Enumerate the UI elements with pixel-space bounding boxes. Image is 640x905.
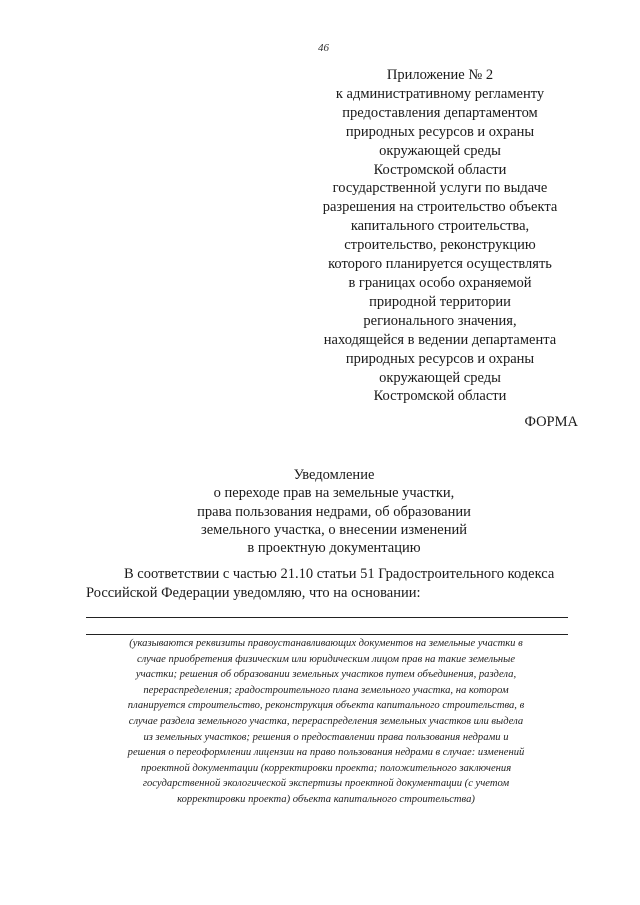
appendix-line: к административному регламенту [335, 85, 545, 102]
appendix-line: которого планируется осуществлять [328, 256, 552, 273]
notice-title-line: земельного участка, о внесении изменений [201, 521, 467, 538]
hint-line: корректировки проекта) объекта капитального строительства) [177, 793, 475, 805]
appendix-line: Костромской области [373, 388, 507, 405]
appendix-line: природных ресурсов и охраны [345, 123, 535, 140]
hint-line: проектной документации (корректировки проекта; положительного заключения [140, 762, 512, 774]
appendix-header [290, 66, 590, 406]
body-text-line-1: В соответствии с частью 21.10 статьи 51 Градостроительного кодекса [124, 566, 555, 582]
appendix-line: капитального строительства, [350, 218, 530, 235]
notice-title-line: Уведомление [293, 467, 375, 483]
hint-line: решения о переоформлении лицензии на право пользования недрами в случае: изменений [127, 747, 525, 759]
hint-line: участки; решения об образовании земельных участков путем объединения, раздела, [135, 669, 517, 681]
hint-line: случае раздела земельного участка, перераспределения земельных участков или выдела [128, 715, 524, 727]
notice-title-line: права пользования недрами, об образовании [197, 503, 471, 520]
appendix-line: строительство, реконструкцию [344, 237, 536, 254]
hint-line: из земельных участков; решения о предоставлении права пользования недрами и [143, 731, 509, 743]
appendix-line: природной территории [369, 293, 511, 310]
appendix-line: Костромской области [373, 161, 507, 178]
appendix-line: находящейся в ведении департамента [323, 331, 557, 348]
appendix-line: регионального значения, [363, 312, 517, 329]
appendix-line: Приложение № 2 [386, 67, 494, 83]
notice-title [150, 466, 518, 557]
fill-in-line [86, 634, 568, 635]
notice-title-line: в проектную документацию [247, 540, 421, 557]
hint-line: государственной экологической экспертизы проектной документации (с учетом [142, 778, 510, 790]
hint-line: случае приобретения физическим или юридическим лицом прав на такие земельные [136, 653, 516, 665]
body-text-line-2: Российской Федерации уведомляю, что на основании: [86, 585, 421, 601]
hint-line: планируется строительство, реконструкция объекта капитального строительства, в [127, 700, 525, 712]
appendix-line: природных ресурсов и охраны [345, 350, 535, 367]
hint-line: перераспределения; градостроительного плана земельного участка, на котором [143, 684, 509, 696]
form-label: ФОРМА [524, 414, 578, 430]
page-number: 46 [318, 42, 329, 54]
appendix-line: окружающей среды [379, 142, 501, 159]
hint-line: (указываются реквизиты правоустанавливающих документов на земельные участки в [129, 638, 523, 649]
notice-title-line: о переходе прав на земельные участки, [213, 485, 455, 502]
field-hint [80, 636, 572, 808]
appendix-line: окружающей среды [379, 369, 501, 386]
appendix-line: предоставления департаментом [342, 104, 538, 121]
appendix-line: в границах особо охраняемой [348, 274, 532, 291]
fill-in-line [86, 617, 568, 618]
appendix-line: государственной услуги по выдаче [332, 180, 548, 197]
appendix-line: разрешения на строительство объекта [322, 199, 558, 216]
